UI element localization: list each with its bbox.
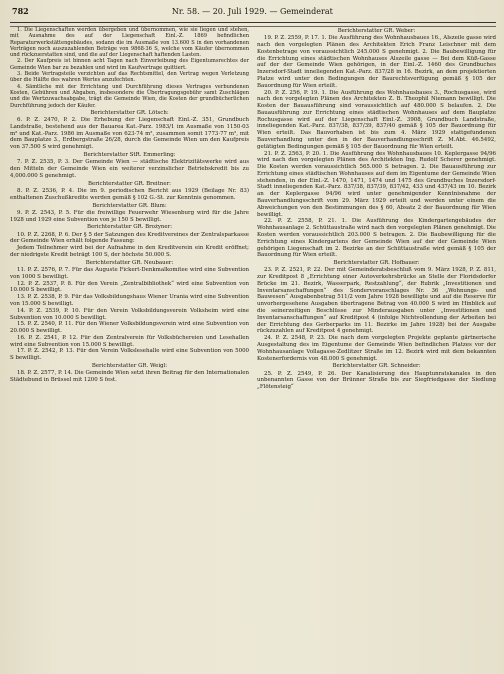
paragraph: 24. P. Z. 2548, P. 23. Die nach dem vorgelegten Projekte geplante gärtnerische Ausgestaltung des im Eigentume der Gemeinde Wien befindlichen Platzes vor der Wohnhausanlage Vollagasse-Zedlitzer Straße im 12. Bezirk wird mit dem bekannten Kostenerfordernis von 48.000 S genehmigt. bbox=[257, 335, 496, 362]
left-column bbox=[10, 27, 249, 667]
paragraph: 23. P. Z. 2521, P. 22. Der mit Gemeinderatsbeschluß vom 9. März 1928, P. Z. 811, zur Kreditpost 8 „Errichtung einer Autoverkehrsbrücke an Stelle der Floridsdorfer Brücke im 21. Bezirk, Wasserpark, Restzahlung“, der Rubrik „Investitionen und Inventarsanschaffungen“ des Sondervoranschlages Nr. 36 „Wohnungs- und Bauwesen“ Ausgabenbetrag 511/2 vom Jahre 1928 bewilligte und auf die Reserve für unvorhergesehene Ausgaben übertragene Betrag von 40.000 S wird im Hinblick auf die seinerzeitigen Beschlüsse zur Minderausgaben unter „Investitionen und Inventarsanschaffungen“ auf Kreditpost 4 (infolge Nichtvollendung der Arbeiten bei der Errichtung des Gerberparks im 11. Bezirke im Jahre 1928) bei der Ausgabe rückzuzahlen auf Kreditpost 4 genehmigt. bbox=[257, 267, 496, 335]
speaker-heading: Berichterstatter GR. Brożyner: bbox=[86, 224, 173, 231]
speaker-heading: Berichterstatter GR. Lötsch: bbox=[90, 109, 169, 116]
paragraph: 1. Die Liegenschaften werden übergeben und übernommen, wie sie liegen und stehen, mit Ausnahme des auf der Liegenschaft Einl.-Z. 1869 befindlichen Reparaturwerkstättengebäudes, sodann die im Ausmaße von 13.600 S in den vorhandenen Verträgen noch auszuzahlenden Beträge von 9868·36 S, welche vom Käufer übernommen und rückzuerstatten sind, und die auf der Liegenschaft haftenden Lasten. bbox=[10, 27, 249, 59]
paragraph: 9. P. Z. 2543, P. 5. Für die freiwillige Feuerwehr Wiesenburg wird für die Jahre 1928 und 1929 eine Subvention von je 150 S bewilligt. bbox=[10, 209, 249, 223]
paragraph: 19. P. Z. 2559, P. 17. 1. Die Ausführung des Wohnhausbaues 16., Alszeile gasse wird nach den vorgelegten Plänen des Architekten Erich Franz Leischner mit dem Kostenbetrage von voraussichtlich 245.000 S genehmigt. 2. Die Baubewilligung für die Errichtung eines städtischen Wohnhauses Alszeile gasse — Bei dem Küß-Gasse auf der der Gemeinde Wien gehörigen, in der Einl.-Z. 1460 des Grundbuches Inzersdorf-Stadt inneliegenden Kat.-Parz. 837/28 in 16. Bezirk, an dem projektierten Platze wird unter den Bedingungen der Baurechtsverfügung gemäß § 105 der Bauordnung für Wien erteilt. bbox=[257, 35, 496, 89]
speaker-heading: Berichterstatter GR. Schneider: bbox=[332, 363, 421, 370]
speaker-heading: Berichterstatter GR. Neubauer: bbox=[85, 259, 174, 266]
paragraph: 2. Der Kaufpreis ist binnen acht Tagen nach Einverleibung des Eigentumsrechtes der Gemeinde Wien bar zu bezahlen und wird im Kaufvertrage quittiert. bbox=[10, 58, 249, 71]
paragraph: 22. P. Z. 2558, P. 21. 1. Die Ausführung des Kindergartengebäudes der Wohnhausanlage 2. Schüttaustraße wird nach den vorgelegten Plänen genehmigt. Die Kosten werden voraussichtlich 203.000 S betragen. 2. Die Baubewilligung für die Errichtung eines Kindergartens der Gemeinde Wien auf der der Gemeinde Wien gehörigen Liegenschaft im 2. Bezirke an der Schüttaustraße wird gemäß § 105 der Bauordnung für Wien erteilt. bbox=[257, 218, 496, 259]
paragraph: 15. P. Z. 2540, P. 11. Für den Wiener Volksbildungsverein wird eine Subvention von 20.000 S bewilligt. bbox=[10, 321, 249, 335]
speaker-heading: Berichterstatter GR. Breitner: bbox=[87, 180, 172, 187]
paragraph: 12. P. Z. 2537, P. 8. Für den Verein „Zentralbibliothek“ wird eine Subvention von 10.000 S bewilligt. bbox=[10, 280, 249, 294]
speaker-heading: Berichterstatter GR. Weigl: bbox=[91, 362, 168, 369]
paragraph: 14. P. Z. 2539, P. 10. Für den Verein Volksbildungsverein Volksheim wird eine Subvention von 10.000 S bewilligt. bbox=[10, 307, 249, 321]
speaker-heading: Berichterstatter GR. Hofbauer: bbox=[333, 260, 420, 267]
paragraph: 10. P. Z. 2268, P. 6. Der § 5 der Satzungen des Kreditvereines der Zentralsparkasse der Gemeinde Wien erhält folgende Fassung: bbox=[10, 231, 249, 245]
paragraph: Jedem Teilnehmer wird bei der Aufnahme in den Kreditverein ein Kredit eröffnet; der niedrigste Kredit beträgt 100 S, der höchste 50.000 S. bbox=[10, 245, 249, 258]
paragraph: 25. P. Z. 2549, P. 26. Der Kanalisierung des Hauptunratskanales in den unbenannten Gasse von der Brünner Straße bis zur Siegfriedgasse der Siedlung „Flötensteig“ bbox=[257, 370, 496, 391]
paragraph: 20. P. Z. 256, P. 19. 1. Die Ausführung des Wohnhausbaues 3., Rochusgasse, wird nach den vorgelegten Plänen des Architekten Z. B. Theophil Niemann bewilligt. Die Kosten der Bauausführung sind voraussichtlich auf 480.000 S belaufen. 2. Die Bauausführung zur Errichtung eines städtischen Wohnhauses auf dem Bauplatze Rochusgasse wird auf der Liegenschaft Einl.-Z. 3908, Grundbuch Landstraße, inneliegenden Kat.-Parz. 837/38, 837/39, 837/40 gemäß § 105 der Bauordnung für Wien erteilt. Das Bauvorhaben ist bis zum 4. März 1929 stattgefundenen Bauverhandlung unter den in der Bauverhandlungsschrift Z. M.Abt. 46.5492, getätigten Bedingungen gemäß § 105 der Bauordnung für Wien erteilt. bbox=[257, 89, 496, 150]
paragraph: 4. Sämtliche mit der Errichtung und Durchführung dieses Vertrages verbundenen Kosten, Gebühren und Abgaben, insbesondere die Übertragungsgebühr samt Zuschlägen und die Wertzuwachsabgabe, trägt die Gemeinde Wien, die Kosten der grundbücherlichen Durchführung jedoch der Käufer. bbox=[10, 83, 249, 109]
text-columns bbox=[10, 26, 496, 667]
paragraph: 6. P. Z. 2470, P. 2. Die Erhebung der Liegenschaft Einl.-Z. 351, Grundbuch Landstraße, bestehend aus der Bauarea Kat.-Parz. 1983/1 im Ausmaße von 1150·03 m² und Kat.-Parz. 1986 im Ausmaße von 623·74 m², zusammen somit 1773·77 m², mit dem Bauplatze 3., Erdbergstraße 26/28, durch die Gemeinde Wien um den Kaufpreis von 37.500 S wird genehmigt. bbox=[10, 117, 249, 151]
issue-line: Nr. 58. — 20. Juli 1929. — Gemeinderat bbox=[171, 7, 333, 16]
paragraph: 11. P. Z. 2576, P. 7. Für das Auguste Fickert-Denkmalkomitee wird eine Subvention von 1000 S bewilligt. bbox=[10, 267, 249, 280]
paragraph: 21. P. Z. 2563, P. 20. 1. Die Ausführung des Wohnhausbaues 10. Keplergasse 94/96 wird nach den vorgelegten Plänen des Architekten Ing. Rudolf Scherer genehmigt. Die Kosten werden voraussichtlich 565.000 S betragen. 2. Die Bauausführung zur Errichtung eines städtischen Wohnhauses auf dem im Eigentume der Gemeinde Wien stehenden, in der Einl.-Z. 1470, 1471, 1474 und 1475 des Grundbuches Inzersdorf-Stadt inneliegenden Kat.-Parz. 837/38, 837/39, 837/42, 433 und 437/43 im 10. Bezirk an der Keplergasse 94/96 wird unter genehmigender Kenntnisnahme der Bauverhandlungsschrift vom 29. März 1929 erteilt und werden unter einem die Abweichungen von den Bestimmungen des § 60, Absatz 2 der Bauordnung für Wien bewilligt. bbox=[257, 150, 496, 218]
speaker-heading: Berichterstatter StR. Emmerling: bbox=[83, 152, 176, 159]
paragraph: 18. P. Z. 2577, P. 14. Die Gemeinde Wien setzt ihren Beitrag für den Internationalen Städtebund in Brüssel mit 1200 S fest. bbox=[10, 370, 249, 384]
paragraph: 8. P. Z. 2536, P. 4. Die im 9. periodischen Bericht aus 1929 (Beilage Nr. 83) enthaltenen Zuschußkredite werden gemäß § 102 G.-St. zur Kenntnis genommen. bbox=[10, 187, 249, 201]
page-header bbox=[10, 6, 496, 23]
right-column bbox=[257, 27, 496, 667]
paragraph: 13. P. Z. 2538, P. 9. Für das Volksbildungshaus Wiener Urania wird eine Subvention von 15.000 S bewilligt. bbox=[10, 294, 249, 307]
paragraph: 3. Beide Vertragsteile verzichten auf das Rechtsmittel, den Vertrag wegen Verletzung über die Hälfte des wahren Wertes anzufechten. bbox=[10, 71, 249, 84]
speaker-heading: Berichterstatter GR. Blum: bbox=[92, 202, 167, 209]
paragraph: 17. P. Z. 2542, P. 13. Für den Verein Volkslesehalle wird eine Subvention von 5000 S bewilligt. bbox=[10, 348, 249, 362]
paragraph: 16. P. Z. 2541, P. 12. Für den Zentralverein für Volksbüchereien und Lesehallen wird eine Subvention von 15.000 S bewilligt. bbox=[10, 334, 249, 348]
paragraph: 7. P. Z. 2535, P. 3. Der Gemeinde Wien — städtische Elektrizitätswerke wird aus den Mitteln der Gemeinde Wien ein weiterer verzinslicher Betriebskredit bis zu 4,000.000 S genehmigt. bbox=[10, 159, 249, 179]
page-number: 782 bbox=[12, 6, 29, 16]
speaker-heading: Berichterstatter GR. Weber: bbox=[337, 28, 416, 34]
